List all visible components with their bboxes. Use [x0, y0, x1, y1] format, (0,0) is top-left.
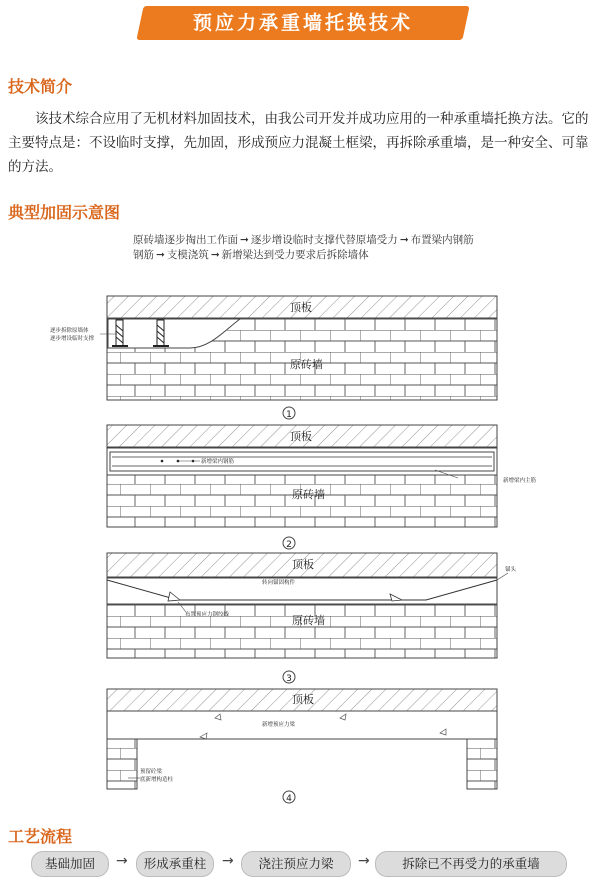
process-heading: 工艺流程 — [8, 827, 73, 846]
intro-paragraph: 该技术综合应用了无机材料加固技术，由我公司开发并成功应用的一种承重墙托换方法。它的主要特点是：不设临时支撑，先加固，形成预应力混凝土框梁，再拆除承重墙，是一种安全、可靠的方法。 — [8, 111, 589, 175]
process-arrow: → — [116, 853, 128, 869]
fig2-note-right: 新增梁内主筋 — [503, 478, 537, 484]
step-1: 原砖墙逐步掏出工作面 — [133, 234, 238, 246]
fig4-note2: 底新增构造柱 — [140, 777, 174, 783]
process-arrow: → — [358, 853, 370, 869]
step-arrow: ➞ — [399, 234, 409, 246]
step-arrow: ➞ — [156, 249, 165, 261]
step-3: 布置梁内钢筋 — [410, 234, 474, 246]
right-column — [467, 739, 497, 789]
left-column — [107, 739, 137, 789]
step-5: 新增梁达到受力要求后拆除墙体 — [221, 249, 369, 261]
figure-4 — [107, 689, 497, 804]
fig4-slab-label: 顶板 — [292, 693, 314, 706]
fig1-wall-label: 原砖墙 — [290, 358, 323, 371]
prestressed-beam — [107, 711, 497, 739]
fig3-note-right: 锚头 — [505, 567, 517, 573]
process-step-4: 拆除已不再受力的承重墙 — [375, 851, 567, 877]
step-4: 支模浇筑 — [166, 249, 209, 261]
fig4-number: 4 — [286, 794, 292, 804]
fig2-slab-label: 顶板 — [290, 430, 312, 443]
diagram-heading: 典型加固示意图 — [8, 203, 121, 222]
fig3-note-bottom: 布置预应力钢绞线 — [185, 612, 230, 618]
fig4-beam-label: 新增预应力梁 — [262, 722, 296, 728]
fig1-note1: 逐步拆除原墙体 — [50, 328, 89, 334]
fig3-slab-label: 顶板 — [292, 558, 314, 571]
process-step-3: 浇注预应力梁 — [241, 851, 351, 877]
step-3b: 钢筋 — [133, 249, 154, 261]
process-step-2: 形成承重柱 — [136, 851, 214, 877]
page-title: 预应力承重墙托换技术 — [192, 12, 413, 34]
fig2-number: 2 — [286, 540, 292, 550]
figure-1 — [50, 296, 497, 420]
step-arrow: ➞ — [240, 234, 249, 246]
fig3-note-top: 转向锚固构件 — [262, 580, 296, 586]
fig2-wall-label: 原砖墙 — [292, 488, 325, 501]
process-arrow: → — [222, 853, 234, 869]
figure-2 — [107, 425, 537, 550]
fig4-note1: 预留砼梁 — [140, 769, 163, 775]
step-arrow: ➞ — [210, 249, 220, 261]
fig3-wall-label: 原砖墙 — [292, 614, 325, 627]
process-flow — [0, 851, 605, 877]
fig2-note-left: 新增梁内钢筋 — [201, 459, 235, 465]
process-step-1: 基础加固 — [31, 851, 109, 877]
fig3-number: 3 — [286, 674, 292, 684]
step-2: 逐步增设临时支撑代替原墙受力 — [250, 234, 398, 246]
figure-3 — [107, 553, 517, 684]
fig1-slab-label: 顶板 — [290, 301, 312, 314]
fig1-number: 1 — [286, 410, 292, 420]
intro-heading: 技术简介 — [8, 77, 73, 96]
fig1-note2: 逐步增设临时支撑 — [50, 336, 95, 342]
